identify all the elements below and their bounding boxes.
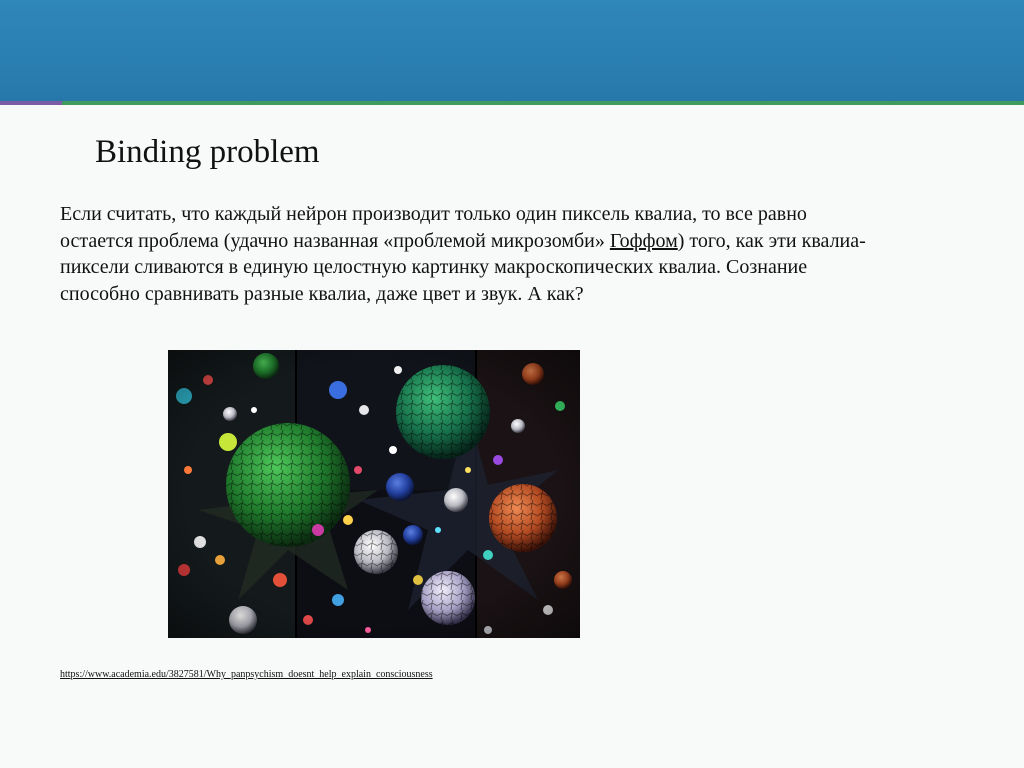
fractal-spheres-image — [168, 350, 580, 638]
body-text-part-1: Если считать, что каждый нейрон производит только один пиксель квалиа, то все равно остается проблема (удачно названная «проблемой микрозомби» — [60, 203, 807, 252]
header-rule-accent — [0, 101, 62, 105]
slide-body — [60, 201, 870, 307]
source-link[interactable]: https://www.academia.edu/3827581/Why_panpsychism_doesnt_help_explain_consciousness — [60, 669, 433, 680]
header-rule — [0, 101, 1024, 105]
body-text-part-2: ) того, как эти квалиа-пиксели сливаются в единую целостную картинку макроскопических квалиа. Сознание способно сравнивать разные квалиа, даже цвет и звук. А как? — [60, 229, 866, 305]
slide-title: Binding problem — [95, 134, 320, 170]
header-banner — [0, 0, 1024, 101]
goff-link[interactable]: Гоффом — [609, 229, 678, 252]
